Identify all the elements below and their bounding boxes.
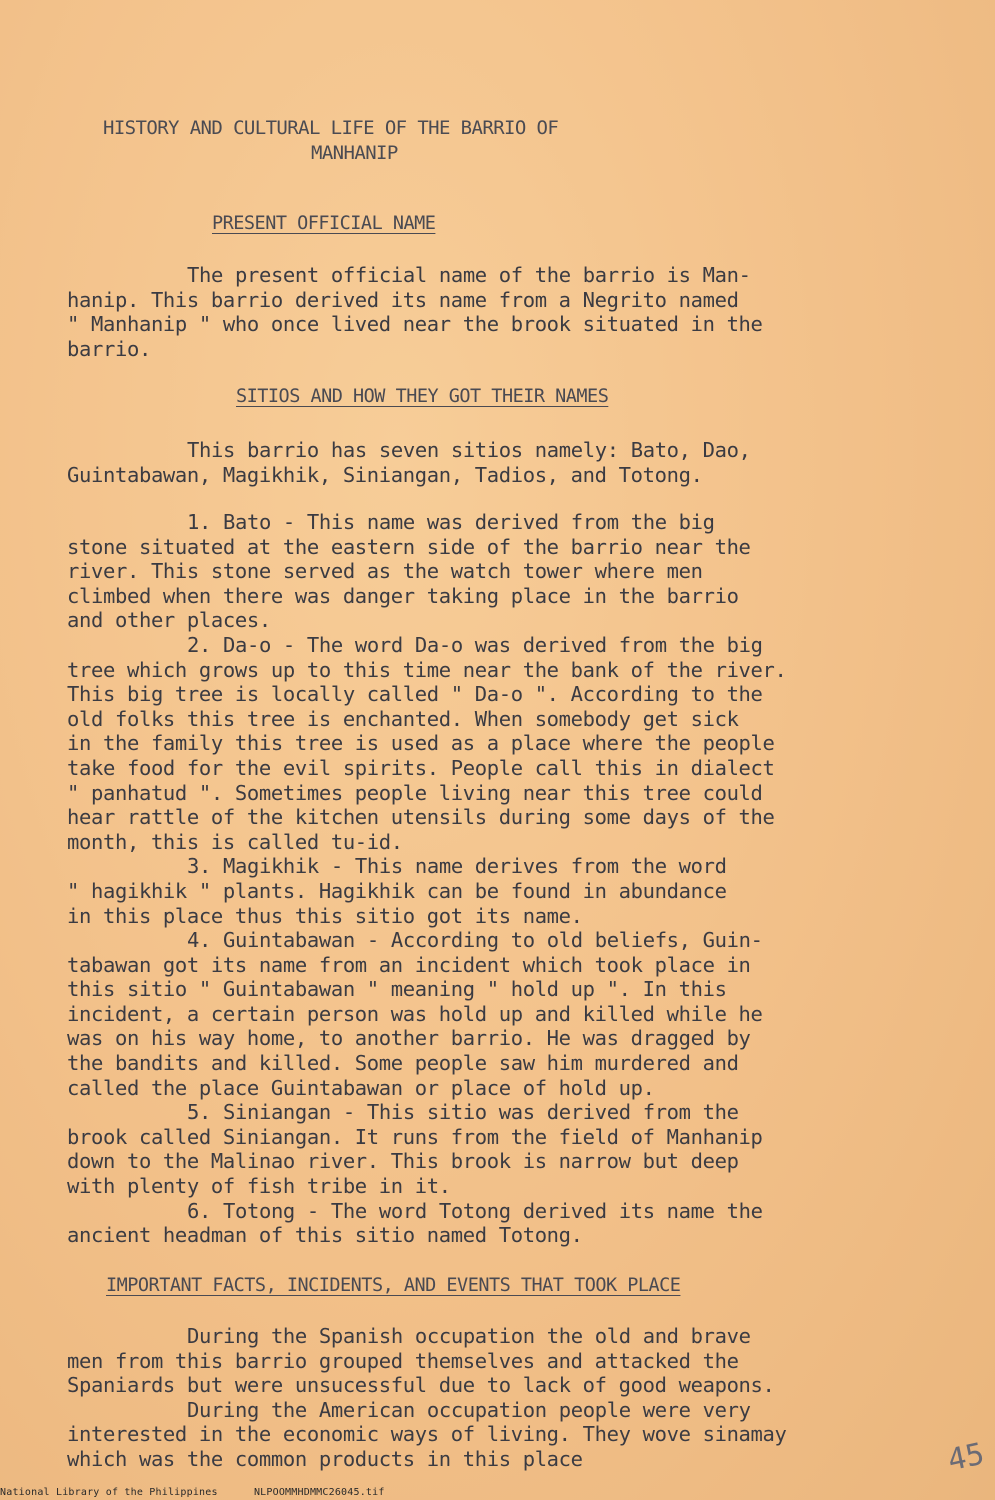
text-line: interested in the economic ways of living. They wove sinamay — [67, 1422, 787, 1447]
text-line: which was the common products in this place — [67, 1446, 583, 1471]
text-line: river. This stone served as the watch tower where men — [67, 559, 703, 584]
text-line: " panhatud ". Sometimes people living near this tree could — [67, 780, 763, 805]
text-line: with plenty of fish tribe in it. — [67, 1174, 451, 1199]
text-line: incident, a certain person was hold up and killed while he — [67, 1001, 763, 1026]
text-line: " Manhanip " who once lived near the brook situated in the — [67, 312, 763, 337]
text-line: brook called Siniangan. It runs from the field of Manhanip — [67, 1124, 763, 1149]
text-line: Spaniards but were unsucessful due to lack of good weapons. — [67, 1373, 775, 1398]
paragraph-sitios-list — [67, 510, 827, 1248]
text-line: in this place thus this sitio got its name. — [67, 903, 583, 928]
text-line: 5. Siniangan - This sitio was derived from the — [187, 1100, 739, 1125]
text-line: called the place Guintabawan or place of hold up. — [67, 1075, 655, 1100]
scan-footer — [0, 1487, 415, 1498]
text-line: climbed when there was danger taking place in the barrio — [67, 583, 739, 608]
text-line: The present official name of the barrio is Man- — [187, 263, 751, 287]
paragraph-official-name — [67, 263, 827, 361]
paragraph-important-facts — [67, 1324, 827, 1472]
text-line: and other places. — [67, 608, 271, 633]
text-line: stone situated at the eastern side of the barrio near the — [67, 534, 751, 559]
text-line: this sitio " Guintabawan " meaning " hold up ". In this — [67, 977, 727, 1002]
text-line: During the American occupation people were very — [187, 1397, 751, 1422]
paragraph-sitios-intro — [67, 438, 827, 487]
text-line: barrio. — [67, 336, 151, 361]
heading-official-name: PRESENT OFFICIAL NAME — [212, 213, 436, 234]
footer-file: NLPOOMMHDMMC26045.tif — [253, 1487, 385, 1498]
text-line: 4. Guintabawan - According to old beliefs, Guin- — [187, 928, 763, 953]
text-line: 6. Totong - The word Totong derived its name the — [187, 1198, 763, 1223]
text-line: Guintabawan, Magikhik, Siniangan, Tadios, and Totong. — [67, 462, 703, 487]
text-line: in the family this tree is used as a place where the people — [67, 731, 775, 756]
text-line: During the Spanish occupation the old and brave — [187, 1324, 751, 1348]
title-line-1: HISTORY AND CULTURAL LIFE OF THE BARRIO OF — [103, 117, 559, 139]
document-title — [103, 116, 663, 166]
text-line: 1. Bato - This name was derived from the big — [187, 510, 715, 534]
text-line: month, this is called tu-id. — [67, 829, 403, 854]
text-line: 2. Da-o - The word Da-o was derived from the big — [187, 632, 763, 657]
heading-sitios: SITIOS AND HOW THEY GOT THEIR NAMES — [236, 386, 609, 407]
text-line: " hagikhik " plants. Hagikhik can be found in abundance — [67, 878, 727, 903]
text-line: 3. Magikhik - This name derives from the word — [187, 854, 727, 879]
title-line-2: MANHANIP — [311, 142, 398, 164]
text-line: was on his way home, to another barrio. He was dragged by — [67, 1026, 751, 1051]
text-line: hear rattle of the kitchen utensils during some days of the — [67, 805, 775, 830]
text-line: hanip. This barrio derived its name from a Negrito named — [67, 287, 739, 312]
text-line: take food for the evil spirits. People call this in dialect — [67, 755, 775, 780]
text-line: This big tree is locally called " Da-o ". According to the — [67, 682, 763, 707]
text-line: tabawan got its name from an incident which took place in — [67, 952, 751, 977]
text-line: the bandits and killed. Some people saw him murdered and — [67, 1051, 739, 1076]
handwritten-page-mark: 45 — [944, 1436, 988, 1479]
text-line: ancient headman of this sitio named Totong. — [67, 1223, 583, 1248]
heading-important-facts: IMPORTANT FACTS, INCIDENTS, AND EVENTS THAT TOOK PLACE — [106, 1275, 681, 1296]
text-line: tree which grows up to this time near the bank of the river. — [67, 657, 787, 682]
text-line: old folks this tree is enchanted. When somebody get sick — [67, 706, 739, 731]
footer-library: National Library of the Philippines — [0, 1487, 218, 1498]
text-line: men from this barrio grouped themselves and attacked the — [67, 1348, 739, 1373]
text-line: down to the Malinao river. This brook is narrow but deep — [67, 1149, 739, 1174]
text-line: This barrio has seven sitios namely: Bato, Dao, — [187, 438, 751, 462]
